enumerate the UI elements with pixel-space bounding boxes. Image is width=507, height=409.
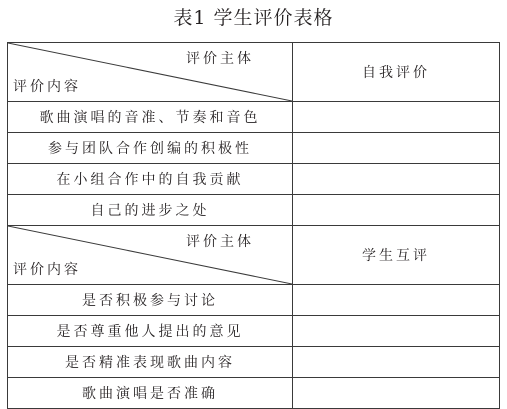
criterion-cell: 参与团队合作创编的积极性 — [8, 133, 293, 164]
score-cell[interactable] — [293, 285, 500, 316]
score-cell[interactable] — [293, 102, 500, 133]
criterion-cell: 是否尊重他人提出的意见 — [8, 316, 293, 347]
diagonal-header-cell — [8, 226, 293, 285]
table-row — [8, 133, 500, 164]
table-row — [8, 195, 500, 226]
criterion-cell: 自己的进步之处 — [8, 195, 293, 226]
criterion-cell: 歌曲演唱的音准、节奏和音色 — [8, 102, 293, 133]
criterion-cell: 歌曲演唱是否准确 — [8, 378, 293, 409]
score-cell[interactable] — [293, 378, 500, 409]
table-row — [8, 102, 500, 133]
header-subject-label: 评价主体 — [186, 234, 254, 250]
table-row — [8, 378, 500, 409]
table-row — [8, 164, 500, 195]
table-title: 表1 学生评价表格 — [173, 7, 334, 29]
score-cell[interactable] — [293, 316, 500, 347]
criterion-cell: 是否积极参与讨论 — [8, 285, 293, 316]
criterion-cell: 在小组合作中的自我贡献 — [8, 164, 293, 195]
evaluator-cell: 自我评价 — [293, 43, 500, 102]
table-row — [8, 316, 500, 347]
diagonal-header-cell — [8, 43, 293, 102]
evaluator-cell: 学生互评 — [293, 226, 500, 285]
table-row — [8, 347, 500, 378]
score-cell[interactable] — [293, 195, 500, 226]
section-header-row — [8, 226, 500, 285]
score-cell[interactable] — [293, 164, 500, 195]
header-content-label: 评价内容 — [13, 262, 81, 278]
table-row — [8, 285, 500, 316]
header-content-label: 评价内容 — [13, 79, 81, 95]
header-subject-label: 评价主体 — [186, 51, 254, 67]
score-cell[interactable] — [293, 347, 500, 378]
criterion-cell: 是否精准表现歌曲内容 — [8, 347, 293, 378]
section-header-row — [8, 43, 500, 102]
score-cell[interactable] — [293, 133, 500, 164]
evaluation-table — [7, 42, 500, 409]
